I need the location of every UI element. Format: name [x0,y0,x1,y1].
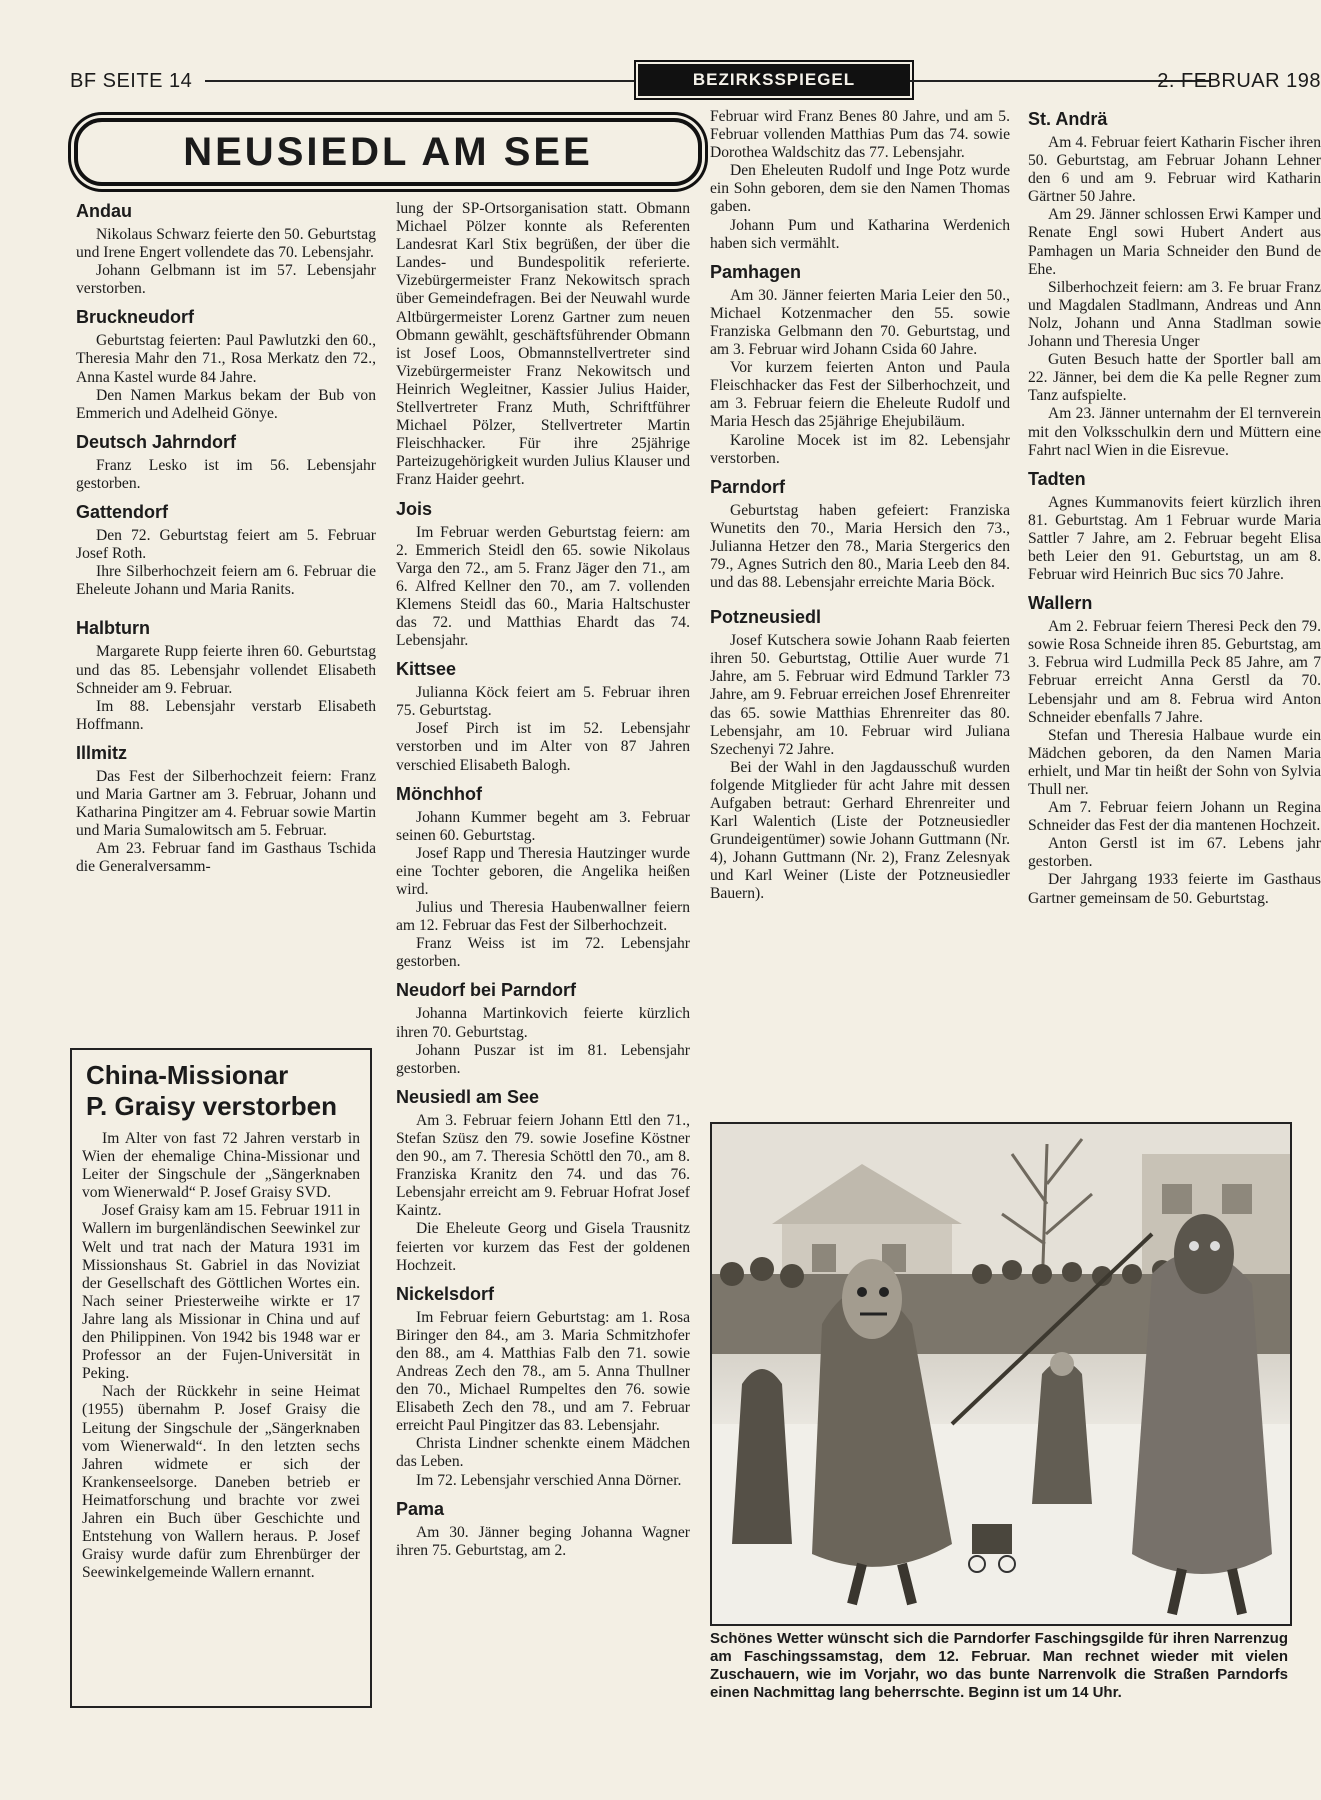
obituary-title-line-1: China-Missionar [86,1060,289,1090]
paragraph: Johanna Martinkovich feierte kürzlich ihren 70. Geburtstag. [396,1005,690,1041]
paragraph: Am 2. Februar feiern Theresi Peck den 79. sowie Rosa Schneide ihren 85. Geburtstag, am 3. Februa wird Ludmilla Peck 85 Jahre, am 7 Februar erreicht Anna Gerstl da 70. Lebensjahr und am 8. Februa wird Anton Schneider ebenfalls 7 Jahre. [1028,618,1321,726]
paragraph: Geburtstag feierten: Paul Pawlutzki den 60., Theresia Mahr den 71., Rosa Merkatz den 72., Anna Kastel wurde 84 Jahre. [76,332,376,386]
paragraph: Den Namen Markus bekam der Bub von Emmerich und Adelheid Gönye. [76,386,376,422]
paragraph-continued: Februar wird Franz Benes 80 Jahre, und am 5. Februar vollenden Matthias Pum das 74. sowie Dorothea Waldschitz das 77. Lebensjahr. [710,108,1010,162]
paragraph: Agnes Kummanovits feiert kürzlich ihren 81. Geburtstag. Am 1 Februar wurde Maria Sattler 7 Jahre, am 2. Februar begeht Elisa beth Leier den 91. Geburtstag, un am 8. Februar wird Heinrich Buc sics 70 Jahre. [1028,493,1321,584]
paragraph: Julianna Köck feiert am 5. Februar ihren 75. Geburtstag. [396,684,690,720]
paragraph: Stefan und Theresia Halbaue wurde ein Mädchen geboren, da den Namen Maria erhielt, und Mar tin heißt der Sohn von Sylvia Thull ner. [1028,726,1321,798]
paragraph: Das Fest der Silberhochzeit feiern: Franz und Maria Gartner am 3. Februar, Johann und Katharina Pingitzer am 4. Februar sowie Martin und Maria Sumalowitsch am 5. Februar. [76,767,376,840]
paragraph: Am 7. Februar feiern Johann un Regina Schneider das Fest der dia mantenen Hochzeit. [1028,799,1321,835]
paragraph: Am 23. Februar fand im Gasthaus Tschida die Generalversamm- [76,840,376,876]
paragraph: Anton Gerstl ist im 67. Lebens jahr gestorben. [1028,835,1321,871]
paragraph: Die Eheleute Georg und Gisela Trausnitz feierten vor kurzem das Fest der goldenen Hochzeit. [396,1220,690,1274]
section-heading-moenchhof: Mönchhof [396,783,482,804]
paragraph: Josef Kutschera sowie Johann Raab feierten ihren 50. Geburtstag, Ottilie Auer wurde 71 Jahre, am 5. Februar wird Edmund Tarkler 73 Jahre, am 9. Februar erreichen Josef Ehrenreiter das 65. sowie Matthias Ehrenreiter das 80. Lebensjahr, am 10. Februar wird Juliana Szechenyi 72 Jahre. [710,632,1010,758]
photo-caption: Schönes Wetter wünscht sich die Parndorfer Faschingsgilde für ihren Narrenzug am Faschingssamstag, dem 12. Februar. Man rechnet wieder mit vielen Zuschauern, wie im Vorjahr, wo das bunte Narrenvolk die Straßen Parndorfs einen Nachmittag lang beherrschte. Beginn ist um 14 Uhr. [710,1630,1288,1701]
section-heading-tadten: Tadten [1028,468,1086,489]
paragraph: Josef Graisy kam am 15. Februar 1911 in Wallern im burgenländischen Seewinkel zur Welt und trat nach der Matura 1931 im Missionshaus St. Gabriel in das Noviziat der Gesellschaft des Göttlichen Wortes ein. Nach seiner Priesterweihe wirkte er 17 Jahre lang als Missionar in China und auf den Philippinen. Von 1942 bis 1948 war er Professor an der Fujen-Universität in Peking. [82,1202,360,1383]
paragraph: Julius und Theresia Haubenwallner feiern am 12. Februar das Fest der Silberhochzeit. [396,899,690,935]
section-heading-parndorf: Parndorf [710,476,786,497]
carnival-photo [710,1122,1292,1626]
section-heading-kittsee: Kittsee [396,659,457,680]
paragraph: Am 29. Jänner schlossen Erwi Kamper und Renate Engl sowi Hubert Andert aus Pamhagen un Maria Schneider den Bund de Ehe. [1028,206,1321,278]
region-banner: NEUSIEDL AM SEE [74,118,702,186]
paragraph: Im Februar werden Geburtstag feiern: am 2. Emmerich Steidl den 65. sowie Nikolaus Varga den 72., am 5. Franz Jäger den 71., am 6. Alfred Kellner den 70., am 7. vollenden Klemens Steidl das 60., Maria Haltschuster das 72. und Matthias Ehardt das 74. Lebensjahr. [396,523,690,650]
section-heading-deutsch-jahrndorf: Deutsch Jahrndorf [76,431,237,452]
paragraph: Silberhochzeit feiern: am 3. Fe bruar Franz und Magdalen Stadlmann, Andreas und Ann Nolz, Johann und Anna Stadlman sowie Johann und Theresia Unger [1028,278,1321,351]
paragraph: Vor kurzem feierten Anton und Paula Fleischhacker das Fest der Silberhochzeit, und am 3. Februar feiern die Eheleute Rudolf und Maria Hesch das 25jährige Ehejubiläum. [710,359,1010,431]
paragraph: Im Februar feiern Geburtstag: am 1. Rosa Biringer den 84., am 3. Maria Schmitzhofer den 88., am 4. Matthias Falb den 71. sowie Andreas Zech den 78., am 5. Anna Thullner den 70., Michael Rumpeltes den 76. sowie Elisabeth Zech den 78., und am 7. Februar erreicht Paul Pingitzer das 83. Lebensjahr. [396,1308,690,1435]
section-heading-nickelsdorf: Nickelsdorf [396,1283,495,1304]
paragraph: Johann Puszar ist im 81. Lebensjahr gestorben. [396,1041,690,1077]
paragraph: Josef Rapp und Theresia Hautzinger wurde eine Tochter geboren, die Angelika heißen wird. [396,844,690,898]
paragraph: Guten Besuch hatte der Sportler ball am 22. Jänner, bei dem die Ka pelle Regner zum Tanz aufspielte. [1028,351,1321,405]
section-heading-neusiedl: Neusiedl am See [396,1086,540,1107]
column-1 [76,200,376,876]
obituary-title [86,1060,360,1122]
obituary-box [70,1048,372,1708]
paragraph: Johann Pum und Katharina Werdenich haben sich vermählt. [710,216,1010,252]
paragraph: Im Alter von fast 72 Jahren verstarb in Wien der ehemalige China-Missionar und Leiter der Singschule der „Sängerknaben vom Wienerwald“ P. Josef Graisy SVD. [82,1130,360,1202]
column-4 [1028,108,1321,908]
section-heading-neudorf: Neudorf bei Parndorf [396,980,577,1001]
carnival-photo-illustration [712,1124,1290,1624]
section-heading-bruckneudorf: Bruckneudorf [76,307,195,328]
section-heading-pama: Pama [396,1498,445,1519]
paragraph: Karoline Mocek ist im 82. Lebensjahr verstorben. [710,431,1010,467]
paragraph: Am 30. Jänner beging Johanna Wagner ihren 75. Geburtstag, am 2. [396,1523,690,1559]
paragraph: Am 3. Februar feiern Johann Ettl den 71., Stefan Szüsz den 79. sowie Josefine Köstner den 90., am 7. Theresia Schöttl den 70., am 8. Franziska Kranitz den 74. und das 76. Lebensjahr erreicht am 9. Februar Hofrat Josef Kaintz. [396,1111,690,1220]
page-header [70,62,1321,102]
paragraph: Den Eheleuten Rudolf und Inge Potz wurde ein Sohn geboren, dem sie den Namen Thomas gaben. [710,162,1010,216]
obituary-title-line-2: P. Graisy verstorben [86,1091,337,1121]
paragraph: Am 23. Jänner unternahm der El ternverein mit den Volksschulkin dern und Müttern eine Fahrt nacl Wien in die Eisrevue. [1028,405,1321,459]
paragraph: Margarete Rupp feierte ihren 60. Geburtstag und das 85. Lebensjahr vollendet Elisabeth Schneider am 9. Februar. [76,643,376,697]
paragraph: Franz Weiss ist im 72. Lebensjahr gestorben. [396,935,690,971]
issue-date: 2. FEBRUAR 198 [1157,70,1321,92]
paragraph: Der Jahrgang 1933 feierte im Gasthaus Gartner gemeinsam de 50. Geburtstag. [1028,871,1321,907]
paragraph: Bei der Wahl in den Jagdausschuß wurden folgende Mitglieder für acht Jahre mit dessen Aufgaben betraut: Gerhard Ehrenreiter und Karl Walentich (Liste der Potzneusiedler Grundeigentümer) sowie Johann Guttmann (Nr. 4), Johann Guttmann (Nr. 2), Franz Zelesnyak und Karl Weiner (Liste der Potzneusiedler Bauern). [710,758,1010,903]
paragraph: Im 72. Lebensjahr verschied Anna Dörner. [416,1471,682,1489]
paragraph: Franz Lesko ist im 56. Lebensjahr gestorben. [76,456,376,492]
section-heading-illmitz: Illmitz [76,742,128,763]
paragraph: Nikolaus Schwarz feierte den 50. Geburtstag und Irene Engert vollendete das 70. Lebensjahr. [76,226,376,262]
section-heading-andau: Andau [76,201,132,221]
section-heading-st-andrae: St. Andrä [1028,109,1108,129]
section-heading-jois: Jois [396,498,433,519]
paragraph: Am 30. Jänner feierten Maria Leier den 50., Michael Kotzenmacher den 55. sowie Franziska Gelbmann den 70. Geburtstag, und am 3. Februar wird Johann Csida 60 Jahre. [710,286,1010,359]
section-heading-pamhagen: Pamhagen [710,261,802,282]
header-rule-left [205,80,635,82]
section-heading-gattendorf: Gattendorf [76,502,168,523]
paragraph: Im 88. Lebensjahr verstarb Elisabeth Hoffmann. [76,697,376,733]
column-3 [710,108,1010,904]
paragraph: Geburtstag haben gefeiert: Franziska Wunetits den 70., Maria Hersich den 73., Julianna Hetzer den 78., Maria Stergerics den 79., Agnes Sutrich den 80., Maria Leeb den 84. und das 88. Lebensjahr erreichte Maria Böck. [710,501,1010,592]
column-2 [396,200,690,1560]
paragraph: Den 72. Geburtstag feiert am 5. Februar Josef Roth. [76,527,376,563]
paragraph: Johann Kummer begeht am 3. Februar seinen 60. Geburtstag. [396,808,690,844]
paragraph-continued: lung der SP-Ortsorganisation statt. Obmann Michael Pölzer konnte als Referenten Landesrat Karl Stix begrüßen, der über die Landes- und Bundespolitik referierte. Vizebürgermeister Franz Nekowitsch sprach über Gemeindefragen. Bei der Neuwahl wurde Altbürgermeister Lorenz Gartner zum neuen Obmann gewählt, geschäftsführender Obmann ist Josef Loos, Obmannstellvertreter sind Vizebürgermeister Franz Nekowitsch und Heinrich Wegleitner, Kassier Julius Haider, Stellvertreter Franz Muth, Schriftführer Michael Pölzer, Stellvertreter Martin Fleischhacker. Für ihre 25jährige Parteizugehörigkeit wurden Julius Klauser und Franz Haider geehrt. [396,200,690,489]
section-heading-wallern: Wallern [1028,593,1093,614]
paragraph: Nach der Rückkehr in seine Heimat (1955) übernahm P. Josef Graisy die Leitung der Singschule der „Sängerknaben vom Wienerwald“. In den letzten sechs Jahren widmete er sich der Krankenseelsorge. Daneben betrieb er Heimatforschung und brachte vor zwei Jahren ein Buch über Geschichte und Entstehung von Wallern heraus. P. Josef Graisy wurde dafür zum Ehrenbürger der Seewinkelgemeinde Wallern ernannt. [82,1383,360,1582]
paragraph: Am 4. Februar feiert Katharin Fischer ihren 50. Geburtstag, am Februar Johann Lehner den 6 und am 9. Februar wird Katharin Gärtner 50 Jahre. [1028,134,1321,206]
section-heading-potzneusiedl: Potzneusiedl [710,607,822,628]
paragraph: Ihre Silberhochzeit feiern am 6. Februar die Eheleute Johann und Maria Ranits. [76,563,376,599]
page-number: BF SEITE 14 [70,70,193,92]
section-heading-halbturn: Halbturn [76,618,150,639]
paragraph: Josef Pirch ist im 52. Lebensjahr verstorben und im Alter von 87 Jahren verschied Elisabeth Balogh. [396,720,690,774]
paragraph: Johann Gelbmann ist im 57. Lebensjahr verstorben. [76,262,376,298]
paragraph: Christa Lindner schenkte einem Mädchen das Leben. [396,1435,690,1471]
section-badge: BEZIRKSSPIEGEL [638,64,910,96]
